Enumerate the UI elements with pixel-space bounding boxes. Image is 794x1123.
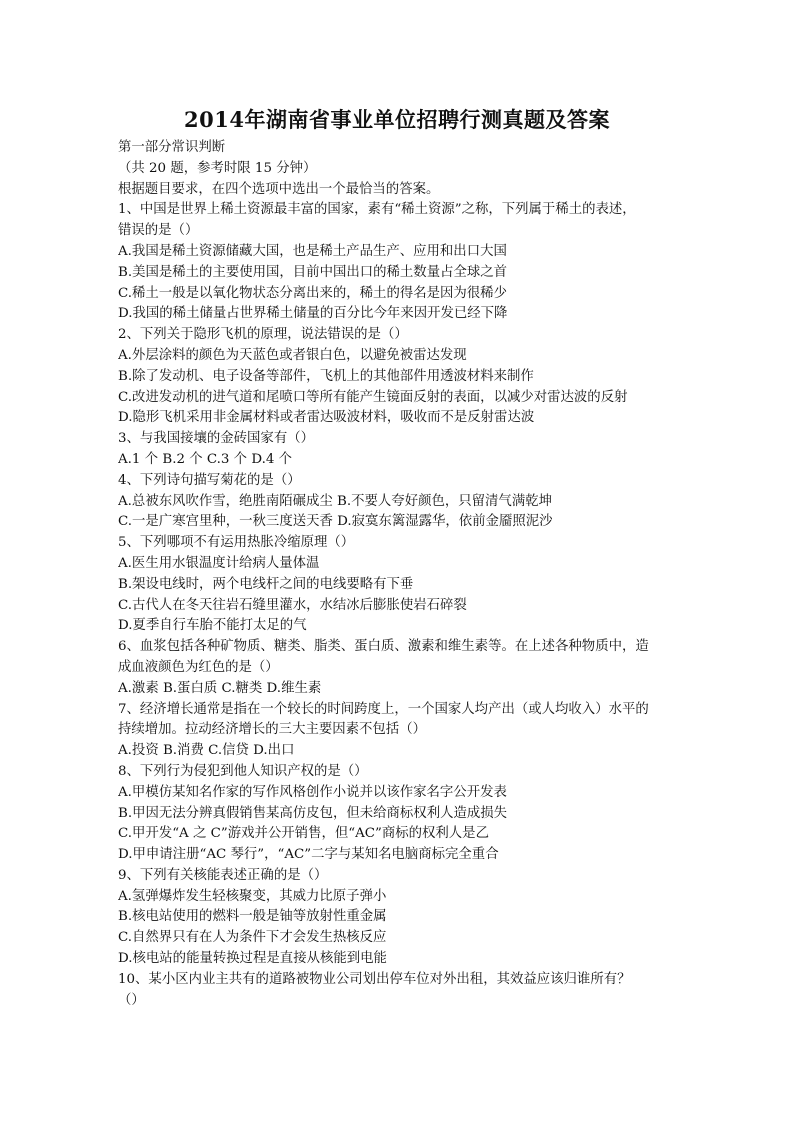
section-heading: 第一部分常识判断	[118, 140, 226, 155]
question-2-option-a: A.外层涂料的颜色为天蓝色或者银白色，以避免被雷达发现	[118, 347, 467, 363]
instructions: 根据题目要求，在四个选项中选出一个最恰当的答案。	[118, 181, 440, 197]
question-2-option-d: D.隐形飞机采用非金属材料或者雷达吸波材料，吸收而不是反射雷达波	[118, 410, 535, 426]
question-1-stem-cont: 错误的是（）	[118, 223, 199, 239]
question-7-options: A.投资 B.消费 C.信贷 D.出口	[118, 743, 295, 759]
question-1-option-d: D.我国的稀土储量占世界稀土储量的百分比今年来因开发已经下降	[118, 306, 508, 322]
question-3-stem: 3、与我国接壤的金砖国家有（）	[118, 431, 314, 447]
question-6-stem-cont: 成血液颜色为红色的是（）	[118, 659, 279, 675]
question-5-option-a: A.医生用水银温度计给病人量体温	[118, 555, 320, 571]
page-title: 2014年湖南省事业单位招聘行测真题及答案	[184, 107, 610, 132]
question-5-option-c: C.古代人在冬天往岩石缝里灌水，水结冰后膨胀使岩石碎裂	[118, 597, 467, 613]
question-1-option-b: B.美国是稀土的主要使用国，目前中国出口的稀土数量占全球之首	[118, 264, 508, 280]
question-3-options: A.1 个 B.2 个 C.3 个 D.4 个	[118, 451, 292, 467]
question-4-options-cd: C.一是广寒宫里种，一秋三度送天香 D.寂寞东篱湿露华，依前金靥照泥沙	[118, 514, 553, 530]
question-6-stem: 6、血浆包括各种矿物质、糖类、脂类、蛋白质、激素和维生素等。在上述各种物质中，造	[118, 639, 649, 655]
question-9-option-d: D.核电站的能量转换过程是直接从核能到电能	[118, 951, 387, 967]
question-9-option-c: C.自然界只有在人为条件下才会发生热核反应	[118, 930, 387, 946]
question-8-option-d: D.甲申请注册“AC 琴行”，“AC”二字与某知名电脑商标完全重合	[118, 847, 499, 863]
question-10-stem: 10、某小区内业主共有的道路被物业公司划出停车位对外出租，其效益应该归谁所有？	[118, 971, 631, 987]
question-4-stem: 4、下列诗句描写菊花的是（）	[118, 472, 301, 488]
question-7-stem-cont: 持续增加。拉动经济增长的三大主要因素不包括（）	[118, 722, 426, 738]
question-10-stem-cont: （）	[118, 992, 145, 1008]
question-5-option-b: B.架设电线时，两个电线杆之间的电线要略有下垂	[118, 576, 414, 592]
question-2-option-c: C.改进发动机的进气道和尾喷口等所有能产生镜面反射的表面，以减少对雷达波的反射	[118, 389, 628, 405]
question-5-option-d: D.夏季自行车胎不能打太足的气	[118, 618, 307, 634]
question-1-stem: 1、中国是世界上稀土资源最丰富的国家，素有“稀土资源”之称，下列属于稀土的表述，	[118, 202, 636, 218]
document-body	[118, 138, 684, 1011]
question-1-option-a: A.我国是稀土资源储藏大国，也是稀土产品生产、应用和出口大国	[118, 243, 507, 259]
question-9-option-b: B.核电站使用的燃料一般是铀等放射性重金属	[118, 909, 387, 925]
question-6-options: A.激素 B.蛋白质 C.糖类 D.维生素	[118, 680, 322, 696]
question-8-stem: 8、下列行为侵犯到他人知识产权的是（）	[118, 763, 368, 779]
question-8-option-a: A.甲模仿某知名作家的写作风格创作小说并以该作家名字公开发表	[118, 784, 507, 800]
section-note: （共 20 题，参考时限 15 分钟）	[118, 160, 317, 176]
question-5-stem: 5、下列哪项不有运用热胀冷缩原理（）	[118, 535, 355, 551]
question-4-options-ab: A.总被东风吹作雪，绝胜南陌碾成尘 B.不要人夸好颜色，只留清气满乾坤	[118, 493, 552, 509]
question-1-option-c: C.稀土一般是以氧化物状态分离出来的，稀土的得名是因为很稀少	[118, 285, 507, 301]
question-7-stem: 7、经济增长通常是指在一个较长的时间跨度上，一个国家人均产出（或人均收入）水平的	[118, 701, 649, 717]
question-2-option-b: B.除了发动机、电子设备等部件，飞机上的其他部件用透波材料来制作	[118, 368, 534, 384]
question-9-stem: 9、下列有关核能表述正确的是（）	[118, 867, 328, 883]
question-2-stem: 2、下列关于隐形飞机的原理，说法错误的是（）	[118, 327, 408, 343]
question-8-option-c: C.甲开发“A 之 C”游戏并公开销售，但“AC”商标的权利人是乙	[118, 826, 489, 842]
question-9-option-a: A.氢弹爆炸发生轻核聚变，其威力比原子弹小	[118, 888, 387, 904]
question-8-option-b: B.甲因无法分辨真假销售某高仿皮包，但未给商标权利人造成损失	[118, 805, 508, 821]
